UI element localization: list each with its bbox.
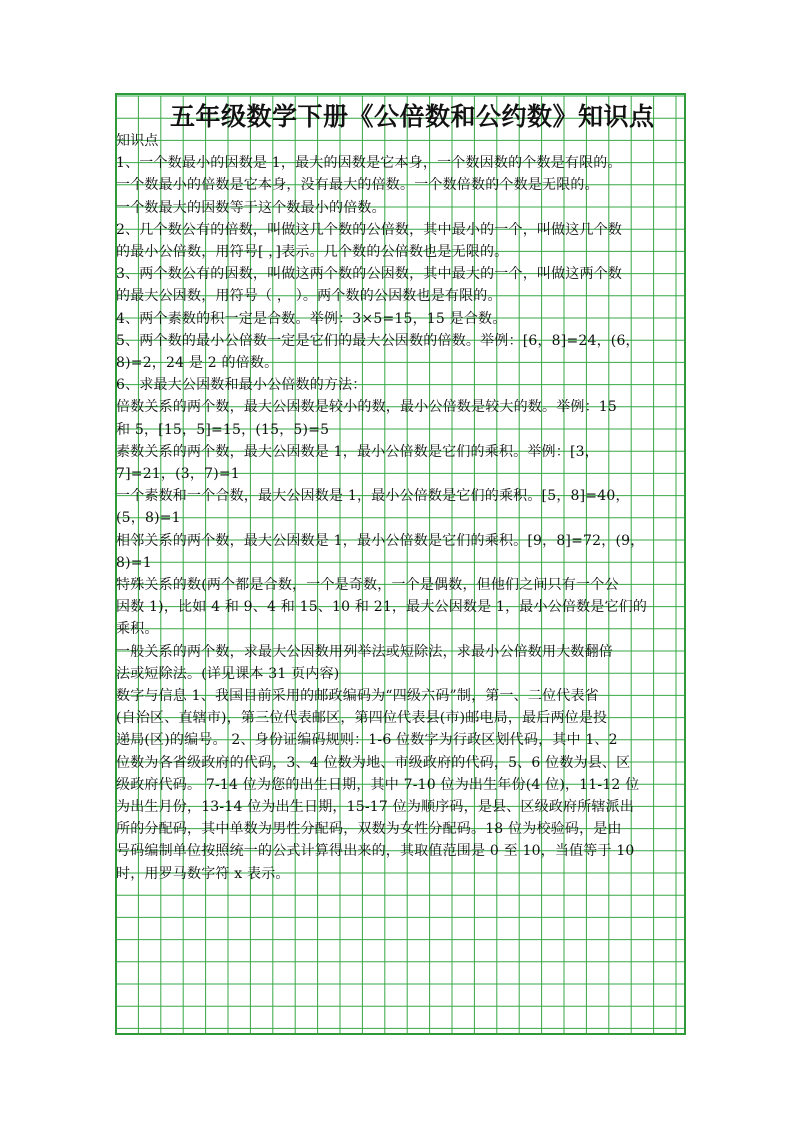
text-line: 3、两个数公有的因数，叫做这两个数的公因数，其中最大的一个，叫做这两个数 xyxy=(116,266,623,283)
text-line: 因数 1)，比如 4 和 9、4 和 15、10 和 21，最大公因数是 1，最小公倍数是它们的 xyxy=(116,599,648,616)
text-line: 一个数最大的因数等于这个数最小的倍数。 xyxy=(116,199,386,216)
text-line: 特殊关系的数(两个都是合数，一个是奇数，一个是偶数，但他们之间只有一个公 xyxy=(116,577,619,593)
text-line: 数字与信息 1、我国目前采用的邮政编码为“四级六码”制，第一、二位代表省 xyxy=(116,688,599,704)
text-line: 4、两个素数的积一定是合数。举例：3×5=15，15 是合数。 xyxy=(116,310,507,327)
text-line: 级政府代码。 7-14 位为您的出生日期，其中 7-10 位为出生年份(4 位)，11-12 位 xyxy=(116,776,640,793)
text-line: 所的分配码，其中单数为男性分配码，双数为女性分配码。18 位为校验码，是由 xyxy=(116,821,622,838)
text-line: 2、几个数公有的倍数，叫做这几个数的公倍数，其中最小的一个，叫做这几个数 xyxy=(116,221,623,238)
text-line: 乘积。 xyxy=(116,621,159,638)
text-line: 和 5，[15，5]=15，(15，5)=5 xyxy=(116,421,330,438)
text-line: 7]=21，(3，7)=1 xyxy=(116,466,240,482)
text-line: 素数关系的两个数，最大公因数是 1，最小公倍数是它们的乘积。举例：[3， xyxy=(116,443,599,460)
text-line: (5，8)=1 xyxy=(116,510,181,527)
text-line: 知识点 xyxy=(116,133,159,149)
text-line: 倍数关系的两个数，最大公因数是较小的数，最小公倍数是较大的数。举例：15 xyxy=(116,399,618,416)
text-line: 8)=1 xyxy=(116,554,152,571)
text-line: 相邻关系的两个数，最大公因数是 1，最小公倍数是它们的乘积。[9，8]=72，(9， xyxy=(116,532,645,549)
text-line: 一个素数和一个合数，最大公因数是 1，最小公倍数是它们的乘积。[5，8]=40， xyxy=(116,488,630,505)
text-line: 法或短除法。(详见课本 31 页内容) xyxy=(116,665,340,682)
text-line: 位数为各省级政府的代码，3、4 位数为地、市级政府的代码，5、6 位数为县、区 xyxy=(116,754,631,771)
text-line: 的最大公因数，用符号（ ， ）。两个数的公因数也是有限的。 xyxy=(116,288,502,305)
text-line: 1、一个数最小的因数是 1，最大的因数是它本身，一个数因数的个数是有限的。 xyxy=(116,155,622,172)
text-line: 8)=2，24 是 2 的倍数。 xyxy=(116,355,279,371)
text-line: 号码编制单位按照统一的公式计算得出来的，其取值范围是 0 至 10，当值等于 10 xyxy=(116,843,635,860)
text-line: 6、求最大公因数和最小公倍数的方法： xyxy=(116,377,367,394)
text-line: 时，用罗马数字符 x 表示。 xyxy=(116,865,290,882)
text-line: 递局(区)的编号。 2、身份证编码规则：1-6 位数字为行政区划代码，其中 1、2 xyxy=(116,732,618,749)
text-line: 一般关系的两个数，求最大公因数用列举法或短除法，求最小公倍数用大数翻倍 xyxy=(116,643,613,660)
text-line: 一个数最小的倍数是它本身，没有最大的倍数。一个数倍数的个数是无限的。 xyxy=(116,177,599,194)
text-line: 的最小公倍数，用符号[ ，]表示。几个数的公倍数也是无限的。 xyxy=(116,244,509,260)
text-line: 5、两个数的最小公倍数一定是它们的最大公因数的倍数。举例：[6，8]=24，(6， xyxy=(116,332,640,349)
text-line: (自治区、直辖市)，第三位代表邮区，第四位代表县(市)邮电局，最后两位是投 xyxy=(116,710,608,727)
document-title: 五年级数学下册《公倍数和公约数》知识点 xyxy=(170,102,655,131)
text-line: 为出生月份，13-14 位为出生日期，15-17 位为顺序码，是县、区级政府所辖派出 xyxy=(116,799,635,815)
